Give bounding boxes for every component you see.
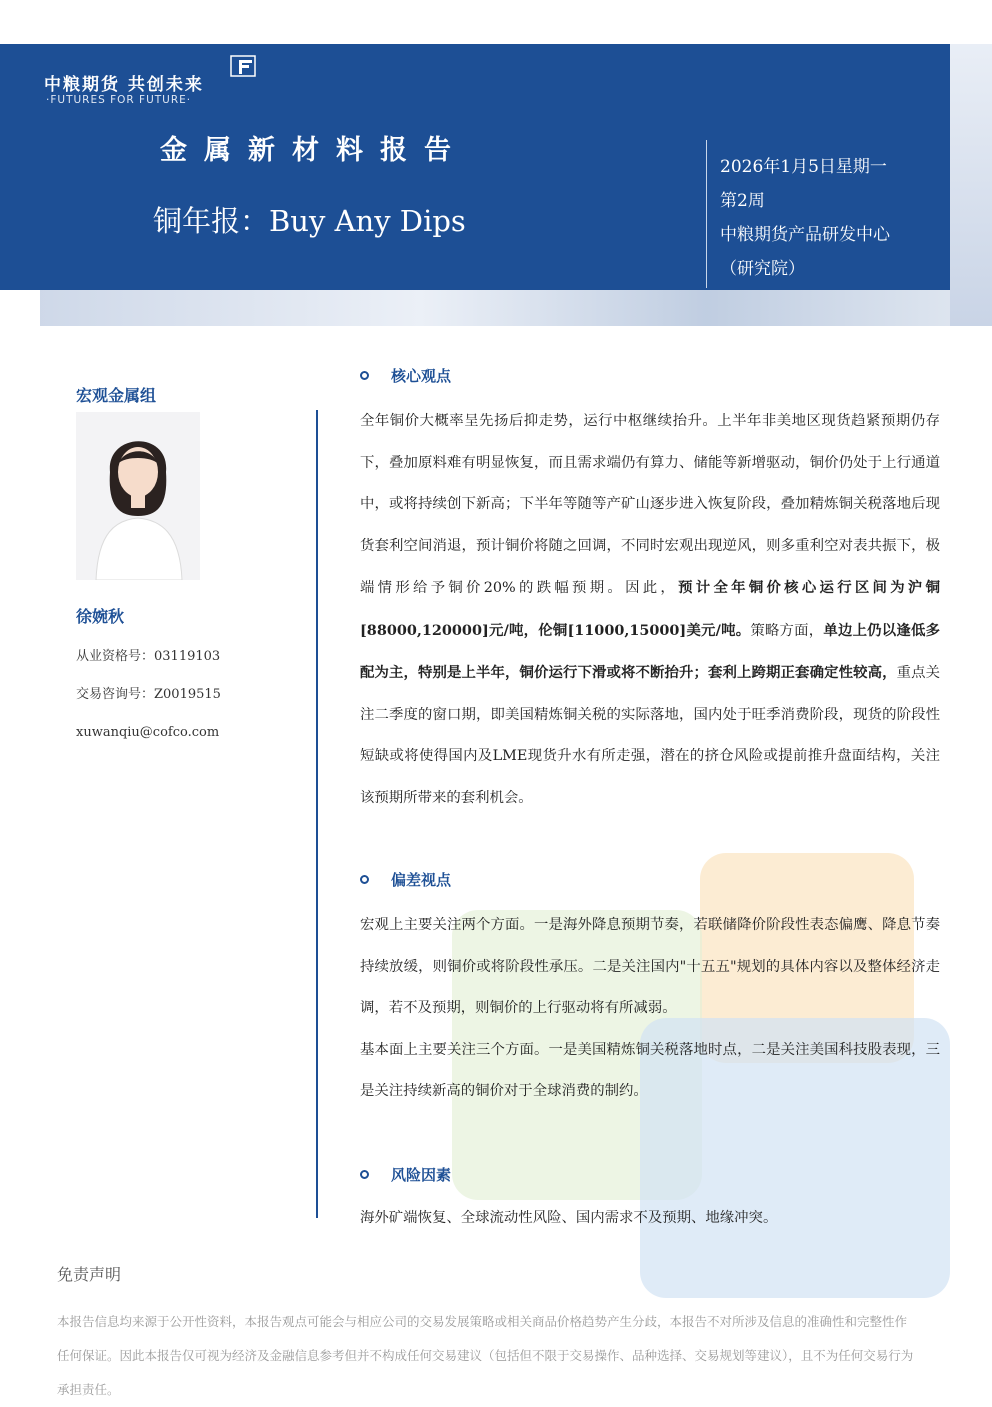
consultation-number: 交易咨询号：Z0019515 — [76, 687, 221, 702]
analyst-group: 宏观金属组 — [76, 386, 157, 405]
section-paragraph: 宏观上主要关注两个方面。一是海外降息预期节奏，若联储降价阶段性表态偏鹰、降息节奏持续放缓，则铜价或将阶段性承压。二是关注国内"十五五"规划的具体内容以及整体经济走调，若不及预期，则铜价的上行驱动将有所减弱。 — [360, 917, 940, 1016]
company-logo-icon — [229, 54, 257, 78]
disclaimer-body: 本报告信息均来源于公开性资料，本报告观点可能会与相应公司的交易发展策略或相关商品价格趋势产生分歧，本报告不对所涉及信息的准确性和完整性作任何保证。因此本报告仅可视为经济及金融信息参考但并不构成任何交易建议（包括但不限于交易操作、品种选择、交易规划等建议），且不为任何交易行为承担责任。 — [57, 1314, 914, 1397]
report-week: 第2周 — [720, 191, 765, 211]
section-bias-view — [360, 867, 940, 1113]
report-category: 金属新材料报告 — [160, 135, 468, 166]
bullet-circle-icon — [360, 371, 369, 380]
section-title: 偏差视点 — [391, 870, 452, 889]
report-title: 铜年报：Buy Any Dips — [153, 204, 466, 238]
banner-image-strip — [40, 290, 992, 326]
report-date: 2026年1月5日星期一 — [720, 157, 887, 177]
report-org: 中粮期货产品研发中心 — [720, 225, 890, 245]
analyst-email: xuwanqiu@cofco.com — [76, 725, 220, 740]
bullet-circle-icon — [360, 1170, 369, 1179]
section-title: 风险因素 — [391, 1165, 452, 1184]
analyst-contact — [76, 638, 221, 752]
section-paragraph: 全年铜价大概率呈先扬后抑走势，运行中枢继续抬升。上半年非美地区现货趋紧预期仍存下，叠加原料难有明显恢复，而且需求端仍有算力、储能等新增驱动，铜价仍处于上行通道中，或将持续创下新高；下半年等随等产矿山逐步进入恢复阶段，叠加精炼铜关税落地后现货套利空间消退，预计铜价将随之回调，不同时宏观出现逆风，则多重利空对表共振下，极端情形给予铜价20%的跌幅预期。因此，预计全年铜价核心运行区间为沪铜[88000,120000]元/吨，伦铜[11000,15000]美元/吨。策略方面，单边上仍以逢低多配为主，特别是上半年，铜价运行下滑或将不断抬升；套利上跨期正套确定性较高，重点关注二季度的窗口期，即美国精炼铜关税的实际落地，国内处于旺季消费阶段，现货的阶段性短缺或将使得国内及LME现货升水有所走强，潜在的挤仓风险或提前推升盘面结构，关注该预期所带来的套利机会。 — [360, 413, 940, 806]
section-paragraph: 海外矿端恢复、全球流动性风险、国内需求不及预期、地缘冲突。 — [360, 1210, 778, 1226]
section-core-view — [360, 363, 940, 819]
banner-edge — [950, 44, 992, 326]
disclaimer-title: 免责声明 — [57, 1265, 122, 1284]
analyst-photo — [76, 412, 200, 580]
section-risk-factors — [360, 1162, 940, 1240]
bullet-circle-icon — [360, 875, 369, 884]
qualification-number: 从业资格号：03119103 — [76, 649, 221, 664]
company-logo-text: 中粮期货 共创未来 — [44, 75, 204, 95]
section-paragraph: 基本面上主要关注三个方面。一是美国精炼铜关税落地时点，二是关注美国科技股表现，三是关注持续新高的铜价对于全球消费的制约。 — [360, 1041, 940, 1099]
report-meta — [720, 150, 890, 286]
company-slogan: ·FUTURES FOR FUTURE· — [46, 94, 192, 106]
section-title: 核心观点 — [391, 366, 452, 385]
report-org-sub: （研究院） — [720, 259, 805, 279]
header-divider — [706, 140, 707, 288]
analyst-name: 徐婉秋 — [76, 607, 125, 626]
body-divider — [316, 410, 318, 1218]
